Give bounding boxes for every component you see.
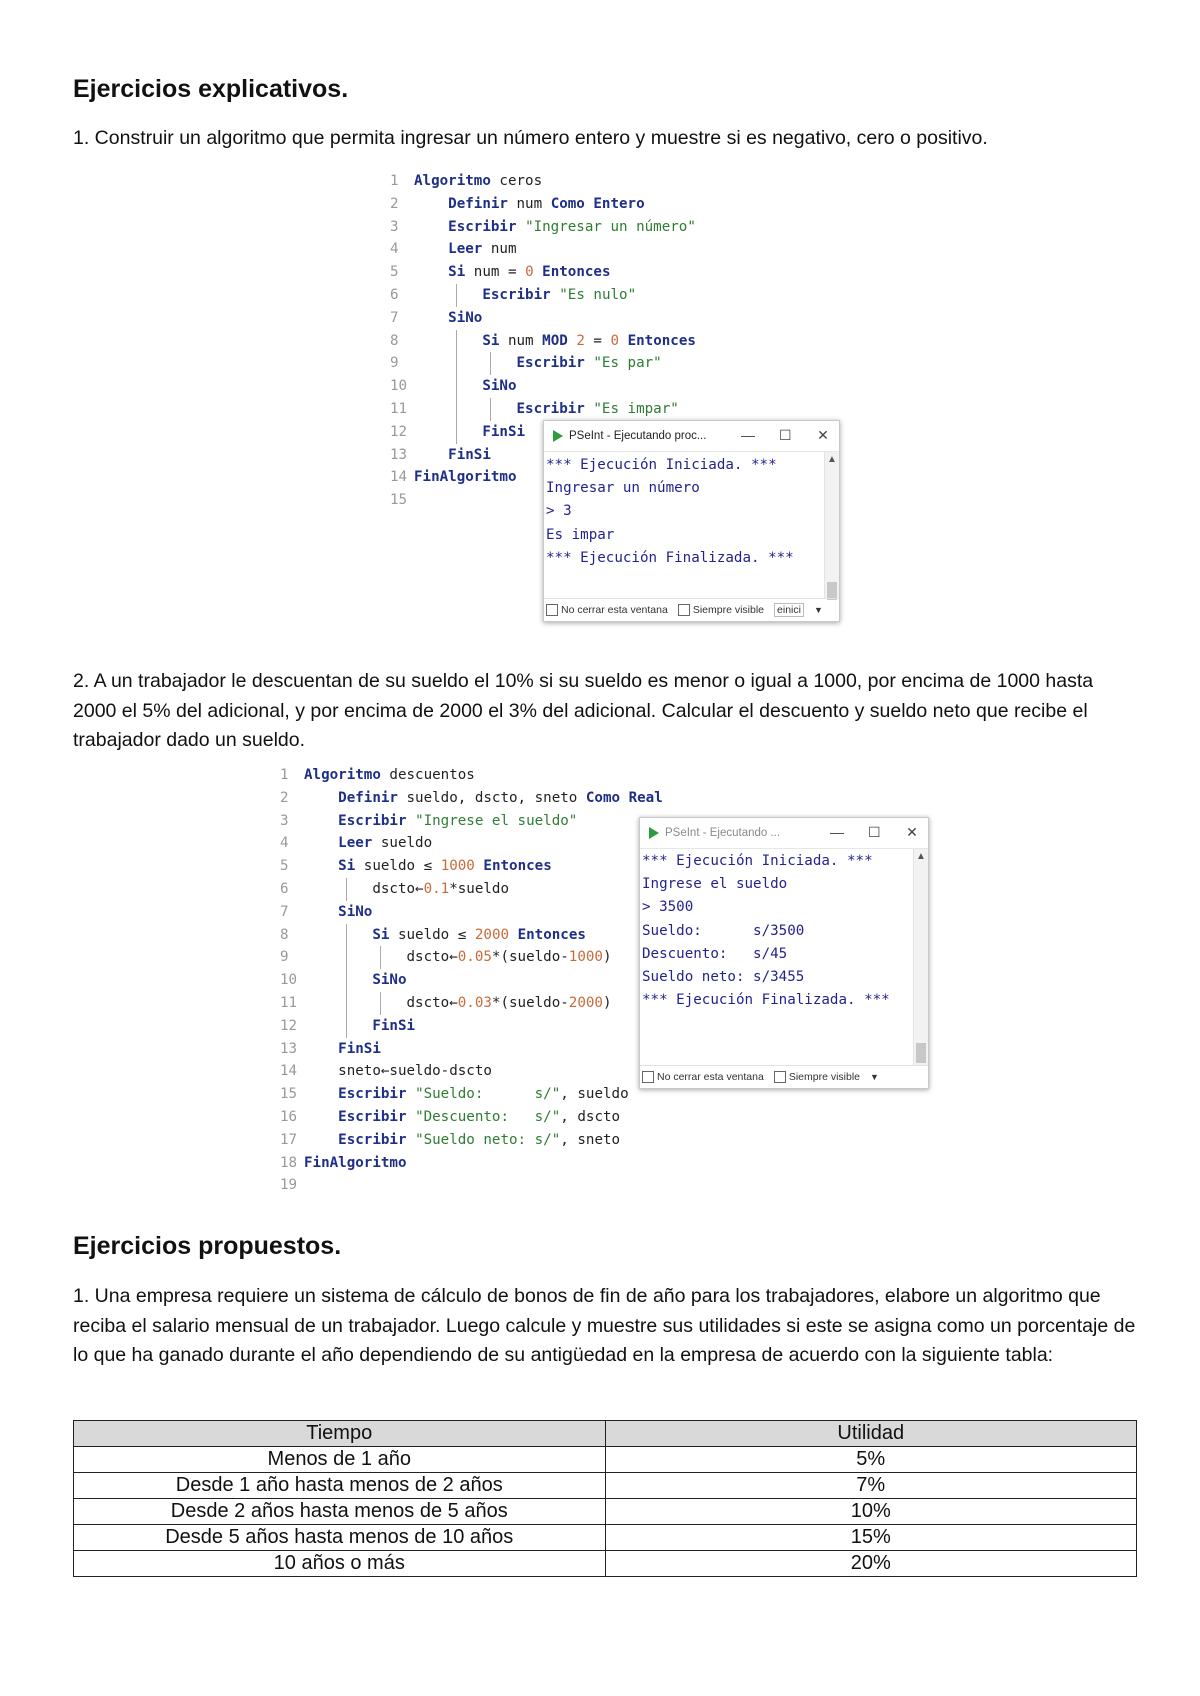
table-row xyxy=(74,1473,1137,1499)
exercise-number: 1. xyxy=(73,1285,90,1307)
pseint-app-icon xyxy=(649,827,659,839)
close-icon[interactable]: ✕ xyxy=(906,824,918,840)
table-cell: 10% xyxy=(605,1499,1137,1525)
minimize-icon[interactable]: — xyxy=(741,427,755,443)
console-line: *** Ejecución Iniciada. *** xyxy=(546,457,777,473)
code-line: 19 xyxy=(280,1177,298,1194)
scroll-down-icon[interactable]: ▼ xyxy=(813,605,823,615)
code-line: 13 FinSi xyxy=(390,446,491,463)
window-titlebar[interactable] xyxy=(640,818,928,849)
code-line: 7 SiNo xyxy=(390,309,483,326)
scroll-up-icon[interactable]: ▲ xyxy=(827,454,837,465)
minimize-icon[interactable]: — xyxy=(830,824,844,840)
code-line: 2 Definir sueldo, dscto, sneto Como Real xyxy=(280,789,663,806)
window-title: PSeInt - Ejecutando proc... xyxy=(569,430,707,442)
checkbox-siempre-visible[interactable]: Siempre visible xyxy=(678,604,764,616)
code-line: 7 SiNo xyxy=(280,903,373,920)
code-line: 15 xyxy=(390,492,408,509)
window-statusbar xyxy=(544,598,839,621)
pseint-execution-window[interactable] xyxy=(543,420,840,622)
table-row xyxy=(74,1447,1137,1473)
code-line: 17 Escribir "Sueldo neto: s/", sneto xyxy=(280,1131,621,1148)
table-cell: Desde 1 año hasta menos de 2 años xyxy=(74,1473,606,1499)
table-header-tiempo: Tiempo xyxy=(74,1421,606,1447)
code-line: 14 FinAlgoritmo xyxy=(390,469,517,486)
console-output xyxy=(546,454,823,570)
table-row xyxy=(74,1499,1137,1525)
window-statusbar xyxy=(640,1065,928,1088)
checkbox-icon[interactable] xyxy=(774,1071,786,1083)
console-line: Ingrese el sueldo xyxy=(642,876,788,893)
code-line: 4 Leer num xyxy=(390,241,517,258)
table-header-row xyxy=(74,1421,1137,1447)
table-cell: 7% xyxy=(605,1473,1137,1499)
code-line: 6 Escribir "Es nulo" xyxy=(390,284,696,307)
proposed-exercise-1-statement xyxy=(73,1282,1138,1371)
code-line: 12 FinSi xyxy=(280,1015,663,1038)
exercise-2-statement: 2. A un trabajador le descuentan de su sueldo el 10% si su sueldo es menor o igual a 1000, por encima de 1000 hasta 2000 el 5% del adicional, y por encima de 2000 el 3% del adicional. Calcular el descuento y sueldo neto que recibe el trabajador dado un sueldo. xyxy=(73,670,1094,751)
table-row xyxy=(74,1551,1137,1577)
console-line: Es impar xyxy=(546,526,615,543)
checkbox-no-cerrar[interactable]: No cerrar esta ventana xyxy=(642,1071,764,1083)
section-heading-propuestos: Ejercicios propuestos. xyxy=(73,1232,342,1260)
section-heading-explicativos: Ejercicios explicativos. xyxy=(73,75,349,103)
reiniciar-button-fragment[interactable]: einici xyxy=(774,603,804,617)
console-line: Ingresar un número xyxy=(546,480,700,497)
console-line: *** Ejecución Finalizada. *** xyxy=(546,549,794,566)
close-icon[interactable]: ✕ xyxy=(817,427,829,443)
code-block-descuentos xyxy=(280,764,663,1197)
window-titlebar[interactable] xyxy=(544,421,839,452)
vertical-scrollbar[interactable] xyxy=(824,452,839,598)
scroll-up-icon[interactable]: ▲ xyxy=(916,851,926,862)
maximize-icon[interactable]: ☐ xyxy=(868,824,881,840)
exercise-text: Construir un algoritmo que permita ingresar un número entero y muestre si es negativo, cero o positivo. xyxy=(89,127,988,149)
table-cell: 20% xyxy=(605,1551,1137,1577)
pseint-app-icon xyxy=(553,430,563,442)
table-cell: 10 años o más xyxy=(74,1551,606,1577)
table-header-utilidad: Utilidad xyxy=(605,1421,1137,1447)
checkbox-icon[interactable] xyxy=(642,1071,654,1083)
code-line: 5 Si num = 0 Entonces xyxy=(390,264,611,281)
code-line: 14 sneto←sueldo-dscto xyxy=(280,1063,492,1080)
code-line: 5 Si sueldo ≤ 1000 Entonces xyxy=(280,858,552,875)
code-line: 3 Escribir "Ingrese el sueldo" xyxy=(280,812,578,829)
table-cell: 5% xyxy=(605,1447,1137,1473)
code-line: 16 Escribir "Descuento: s/", dscto xyxy=(280,1108,621,1125)
code-line: 12 FinSi xyxy=(390,421,696,444)
code-line: 1 Algoritmo ceros xyxy=(390,173,543,189)
scroll-thumb[interactable] xyxy=(916,1043,926,1063)
vertical-scrollbar[interactable] xyxy=(913,849,928,1065)
code-line: 8 Si sueldo ≤ 2000 Entonces xyxy=(280,924,663,947)
table-cell: Desde 5 años hasta menos de 10 años xyxy=(74,1525,606,1551)
checkbox-icon[interactable] xyxy=(678,604,690,616)
code-line: 11 dscto←0.03*(sueldo-2000) xyxy=(280,992,663,1015)
console-line: Sueldo neto: s/3455 xyxy=(642,968,805,985)
code-line: 9 Escribir "Es par" xyxy=(390,352,696,375)
code-line: 8 Si num MOD 2 = 0 Entonces xyxy=(390,330,696,353)
exercise-1-statement xyxy=(73,124,1138,154)
code-line: 4 Leer sueldo xyxy=(280,835,433,852)
code-line: 10 SiNo xyxy=(390,375,696,398)
exercise-number: 1. xyxy=(73,127,90,149)
window-title: PSeInt - Ejecutando ... xyxy=(665,827,781,839)
console-line: *** Ejecución Iniciada. *** xyxy=(642,853,873,869)
code-line: 10 SiNo xyxy=(280,969,663,992)
exercise-text: Una empresa requiere un sistema de cálculo de bonos de fin de año para los trabajadores, elabore un algoritmo que reciba el salario mensual de un trabajador. Luego calcule y muestre sus utilidades si este se asigna como un porcentaje de lo que ha ganado durante el año dependiendo de su antigüedad en la empresa de acuerdo con la siguiente tabla: xyxy=(73,1285,1136,1366)
code-line: 6 dscto←0.1*sueldo xyxy=(280,878,663,901)
code-line: 9 dscto←0.05*(sueldo-1000) xyxy=(280,946,663,969)
code-line: 15 Escribir "Sueldo: s/", sueldo xyxy=(280,1086,629,1103)
code-line: 3 Escribir "Ingresar un número" xyxy=(390,218,696,235)
console-line: > 3500 xyxy=(642,899,694,916)
table-cell: Menos de 1 año xyxy=(74,1447,606,1473)
checkbox-siempre-visible[interactable]: Siempre visible xyxy=(774,1071,860,1083)
checkbox-icon[interactable] xyxy=(546,604,558,616)
code-line: 2 Definir num Como Entero xyxy=(390,195,645,212)
code-line: 18 FinAlgoritmo xyxy=(280,1154,407,1171)
console-line: > 3 xyxy=(546,503,572,520)
code-line: 1 Algoritmo descuentos xyxy=(280,767,475,783)
table-cell: 15% xyxy=(605,1525,1137,1551)
code-line: 11 Escribir "Es impar" xyxy=(390,398,696,421)
console-line: Descuento: s/45 xyxy=(642,945,788,962)
console-output xyxy=(642,850,912,1012)
console-line: Sueldo: s/3500 xyxy=(642,922,805,939)
console-line: *** Ejecución Finalizada. *** xyxy=(642,992,890,1009)
scroll-down-icon[interactable]: ▼ xyxy=(870,1072,879,1082)
table-cell: Desde 2 años hasta menos de 5 años xyxy=(74,1499,606,1525)
checkbox-no-cerrar[interactable]: No cerrar esta ventana xyxy=(546,604,668,616)
maximize-icon[interactable]: ☐ xyxy=(779,427,792,443)
code-line: 13 FinSi xyxy=(280,1040,381,1057)
utilidad-table xyxy=(73,1420,1137,1577)
table-row xyxy=(74,1525,1137,1551)
pseint-execution-window[interactable] xyxy=(639,817,929,1089)
